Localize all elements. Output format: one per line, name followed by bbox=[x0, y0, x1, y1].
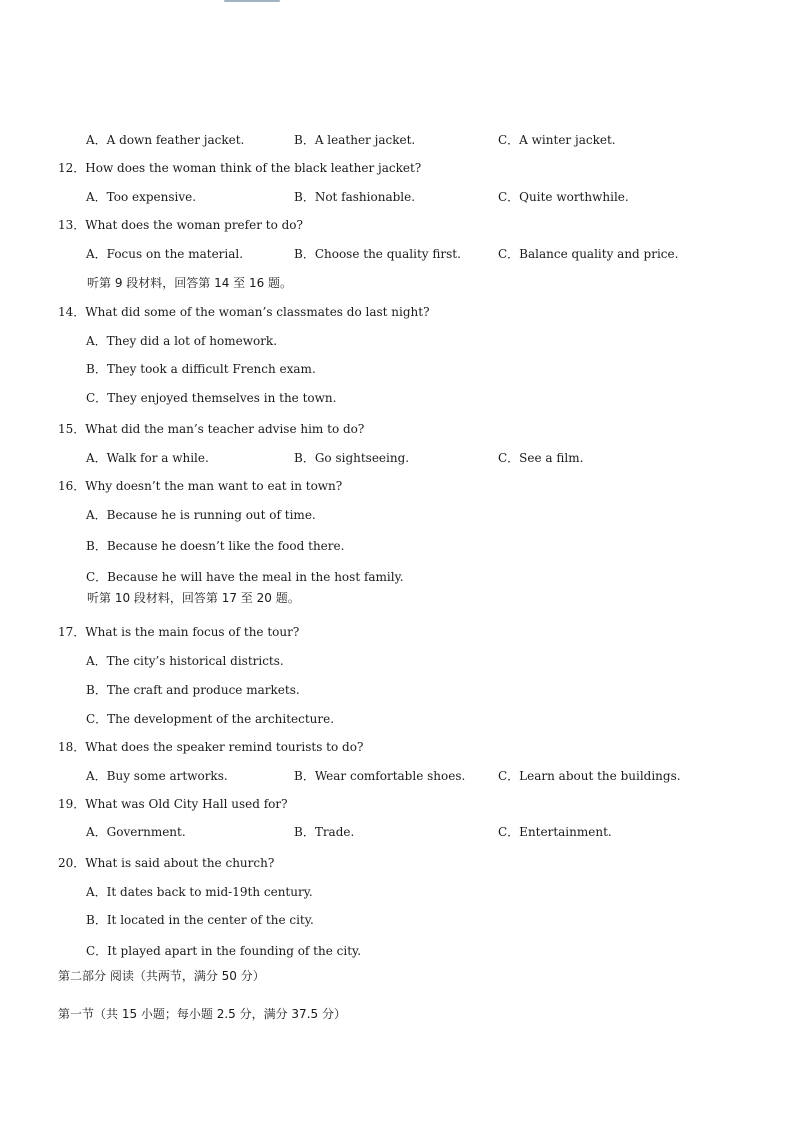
q18-stem: 18．What does the speaker remind tourists to do? bbox=[58, 740, 364, 754]
q18-option-c[interactable]: C．Learn about the buildings. bbox=[498, 769, 681, 783]
q12-option-b[interactable]: B．Not fashionable. bbox=[294, 190, 416, 204]
q17-option-a[interactable]: A．The city’s historical districts. bbox=[86, 654, 284, 668]
q15-option-c[interactable]: C．See a film. bbox=[498, 451, 584, 465]
q19-option-c[interactable]: C．Entertainment. bbox=[498, 825, 612, 839]
q13-option-b[interactable]: B．Choose the quality first. bbox=[294, 247, 461, 261]
q15-option-b[interactable]: B．Go sightseeing. bbox=[294, 451, 410, 465]
section-10-instruction: 听第 10 段材料，回答第 17 至 20 题。 bbox=[87, 591, 300, 605]
q12-option-a[interactable]: A．Too expensive. bbox=[86, 190, 197, 204]
q17-option-b[interactable]: B．The craft and produce markets. bbox=[86, 683, 300, 697]
q12-option-c[interactable]: C．Quite worthwhile. bbox=[498, 190, 629, 204]
part-two-section-one-heading: 第一节（共 15 小题；每小题 2.5 分，满分 37.5 分） bbox=[58, 1007, 346, 1021]
part-two-heading: 第二部分 阅读（共两节，满分 50 分） bbox=[58, 969, 265, 983]
q20-option-a[interactable]: A．It dates back to mid-19th century. bbox=[86, 885, 313, 899]
q11-option-b[interactable]: B．A leather jacket. bbox=[294, 133, 416, 147]
q14-stem: 14．What did some of the woman’s classmates do last night? bbox=[58, 305, 430, 319]
q14-option-a[interactable]: A．They did a lot of homework. bbox=[86, 334, 278, 348]
q11-option-c[interactable]: C．A winter jacket. bbox=[498, 133, 616, 147]
q16-option-c[interactable]: C．Because he will have the meal in the host family. bbox=[86, 570, 404, 584]
q16-stem: 16．Why doesn’t the man want to eat in town? bbox=[58, 479, 343, 493]
q12-stem: 12．How does the woman think of the black leather jacket? bbox=[58, 161, 422, 175]
q19-option-a[interactable]: A．Government. bbox=[86, 825, 186, 839]
q15-option-a[interactable]: A．Walk for a while. bbox=[86, 451, 209, 465]
q14-option-c[interactable]: C．They enjoyed themselves in the town. bbox=[86, 391, 337, 405]
q13-stem: 13．What does the woman prefer to do? bbox=[58, 218, 303, 232]
q18-option-a[interactable]: A．Buy some artworks. bbox=[86, 769, 228, 783]
q17-stem: 17．What is the main focus of the tour? bbox=[58, 625, 300, 639]
q16-option-b[interactable]: B．Because he doesn’t like the food there. bbox=[86, 539, 345, 553]
section-9-instruction: 听第 9 段材料，回答第 14 至 16 题。 bbox=[87, 276, 293, 290]
q19-option-b[interactable]: B．Trade. bbox=[294, 825, 355, 839]
q20-stem: 20．What is said about the church? bbox=[58, 856, 275, 870]
q20-option-c[interactable]: C．It played apart in the founding of the city. bbox=[86, 944, 362, 958]
q18-option-b[interactable]: B．Wear comfortable shoes. bbox=[294, 769, 466, 783]
top-edge-mark bbox=[224, 0, 280, 2]
q13-option-c[interactable]: C．Balance quality and price. bbox=[498, 247, 679, 261]
q19-stem: 19．What was Old City Hall used for? bbox=[58, 797, 288, 811]
q11-option-a[interactable]: A．A down feather jacket. bbox=[86, 133, 245, 147]
q14-option-b[interactable]: B．They took a difficult French exam. bbox=[86, 362, 316, 376]
q16-option-a[interactable]: A．Because he is running out of time. bbox=[86, 508, 316, 522]
q20-option-b[interactable]: B．It located in the center of the city. bbox=[86, 913, 314, 927]
q17-option-c[interactable]: C．The development of the architecture. bbox=[86, 712, 335, 726]
q13-option-a[interactable]: A．Focus on the material. bbox=[86, 247, 244, 261]
q15-stem: 15．What did the man’s teacher advise him to do? bbox=[58, 422, 365, 436]
